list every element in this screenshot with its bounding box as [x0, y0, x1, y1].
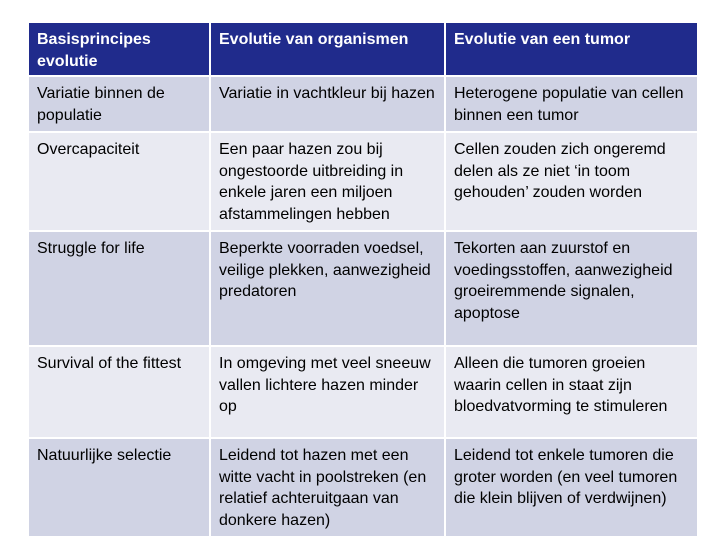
comparison-table-container [29, 23, 697, 536]
cell-tumor: Tekorten aan zuurstof en voedingsstoffen, aanwezigheid groeiremmende signalen, apoptose [445, 231, 697, 346]
table-row [29, 231, 697, 346]
cell-tumor: Alleen die tumoren groeien waarin cellen in staat zijn bloedvatvorming te stimuleren [445, 346, 697, 438]
table-row [29, 132, 697, 231]
header-tumor: Evolutie van een tumor [445, 23, 697, 76]
cell-tumor: Leidend tot enkele tumoren die groter worden (en veel tumoren die klein blijven of verdwijnen) [445, 438, 697, 536]
table-row [29, 76, 697, 132]
table-header-row [29, 23, 697, 76]
header-basisprincipes: Basisprincipes evolutie [29, 23, 210, 76]
cell-organisms: Variatie in vachtkleur bij hazen [210, 76, 445, 132]
cell-principle: Natuurlijke selectie [29, 438, 210, 536]
header-organismen: Evolutie van organismen [210, 23, 445, 76]
cell-tumor: Heterogene populatie van cellen binnen een tumor [445, 76, 697, 132]
table-row [29, 438, 697, 536]
cell-organisms: Beperkte voorraden voedsel, veilige plekken, aanwezigheid predatoren [210, 231, 445, 346]
cell-tumor: Cellen zouden zich ongeremd delen als ze niet ‘in toom gehouden’ zouden worden [445, 132, 697, 231]
cell-principle: Overcapaciteit [29, 132, 210, 231]
cell-principle: Survival of the fittest [29, 346, 210, 438]
evolution-comparison-table [29, 23, 697, 536]
cell-principle: Variatie binnen de populatie [29, 76, 210, 132]
cell-organisms: Een paar hazen zou bij ongestoorde uitbreiding in enkele jaren een miljoen afstammelingen hebben [210, 132, 445, 231]
cell-organisms: Leidend tot hazen met een witte vacht in poolstreken (en relatief achteruitgaan van donkere hazen) [210, 438, 445, 536]
cell-principle: Struggle for life [29, 231, 210, 346]
table-row [29, 346, 697, 438]
cell-organisms: In omgeving met veel sneeuw vallen lichtere hazen minder op [210, 346, 445, 438]
